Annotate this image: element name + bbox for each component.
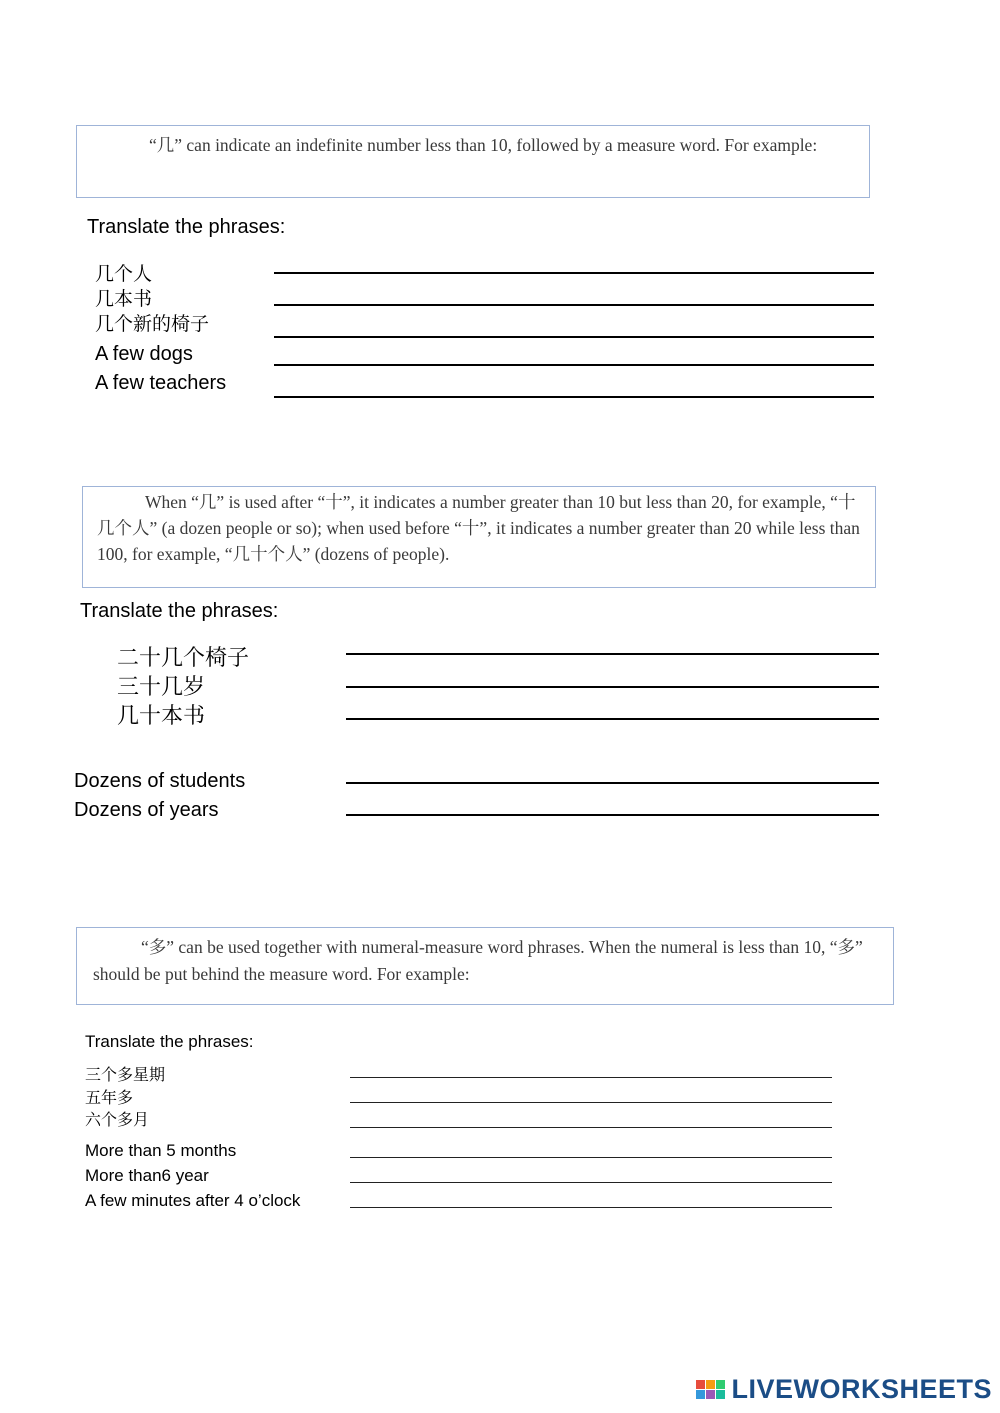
s3-item-6: A few minutes after 4 o’clock [85, 1191, 301, 1210]
note-text-1: “几” can indicate an indefinite number less than 10, followed by a measure word. For example: [149, 135, 818, 155]
s2-answer-input-3[interactable] [346, 695, 883, 721]
s3-answer-input-3[interactable] [350, 1105, 836, 1129]
s2-item-5: Dozens of years [74, 799, 219, 821]
logo-block [696, 1390, 705, 1399]
liveworksheets-logo [696, 1374, 992, 1405]
s1-item-1: 几个人 [95, 264, 153, 285]
s3-answer-input-4[interactable] [350, 1135, 836, 1159]
s1-item-2: 几本书 [95, 289, 153, 310]
s1-answer-input-3[interactable] [274, 313, 878, 339]
s2-item-4: Dozens of students [74, 770, 246, 792]
s3-item-4: More than 5 months [85, 1141, 237, 1160]
s1-answer-input-2[interactable] [274, 281, 878, 307]
s3-item-1: 三个多星期 [85, 1067, 166, 1084]
note-text-2: When “几” is used after “十”, it indicates a number greater than 10 but less than 20, for example, “十几个人” (a dozen people or so); when used before “十”, it indicates a number greater than 20 while less than 100, for example, “几十个人” (dozens of people). [97, 492, 860, 564]
note-text-3: “多” can be used together with numeral-measure word phrases. When the numeral is less than 10, “多” should be put behind the measure word. For example: [93, 937, 863, 984]
note-box-1 [76, 125, 870, 198]
logo-block [696, 1380, 705, 1389]
s1-item-4: A few dogs [95, 343, 193, 365]
s3-item-3: 六个多月 [85, 1112, 150, 1129]
s2-item-3: 几十本书 [117, 703, 206, 728]
logo-block [716, 1390, 725, 1399]
s1-item-3: 几个新的椅子 [95, 314, 210, 335]
section1-heading: Translate the phrases: [87, 216, 286, 238]
section3-heading: Translate the phrases: [85, 1032, 254, 1051]
liveworksheets-logo-text: LIVEWORKSHEETS [731, 1374, 992, 1404]
section2-heading: Translate the phrases: [80, 600, 279, 622]
logo-block [706, 1390, 715, 1399]
s3-answer-input-6[interactable] [350, 1185, 836, 1209]
logo-block [706, 1380, 715, 1389]
s1-answer-input-4[interactable] [274, 341, 878, 367]
s3-answer-input-2[interactable] [350, 1080, 836, 1104]
note-box-3 [76, 927, 894, 1005]
note-box-2 [82, 486, 876, 588]
s2-answer-input-2[interactable] [346, 663, 883, 689]
s2-answer-input-4[interactable] [346, 759, 883, 785]
logo-block [716, 1380, 725, 1389]
s2-answer-input-1[interactable] [346, 630, 883, 656]
s3-item-2: 五年多 [85, 1090, 134, 1107]
s2-item-2: 三十几岁 [117, 674, 206, 699]
s3-answer-input-5[interactable] [350, 1160, 836, 1184]
s2-item-1: 二十几个椅子 [117, 645, 250, 670]
s1-answer-input-5[interactable] [274, 373, 878, 399]
s3-item-5: More than6 year [85, 1166, 209, 1185]
s2-answer-input-5[interactable] [346, 791, 883, 817]
liveworksheets-logo-icon [696, 1380, 725, 1399]
s3-answer-input-1[interactable] [350, 1055, 836, 1079]
s1-answer-input-1[interactable] [274, 249, 878, 275]
s1-item-5: A few teachers [95, 372, 227, 394]
